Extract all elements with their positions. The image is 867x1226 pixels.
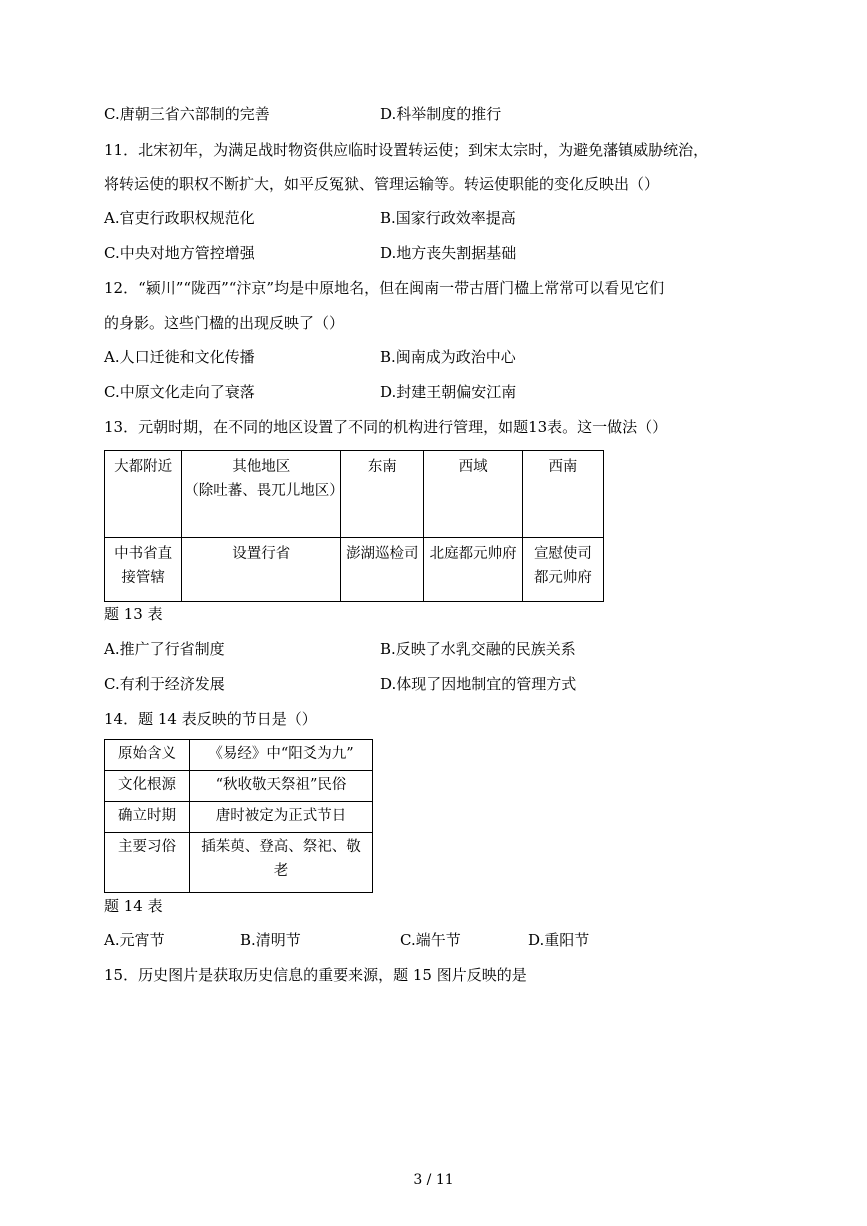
q14-option-c: C.端午节 xyxy=(400,931,461,949)
q13-option-b: B.反映了水乳交融的民族关系 xyxy=(380,640,576,658)
q14-value-meaning: 《易经》中“阳爻为九” xyxy=(190,740,373,771)
q13-header-other-line1: 其他地区 xyxy=(232,459,291,475)
q13-table-caption: 题 13 表 xyxy=(104,605,163,623)
q14-value-customs-line1: 插茱萸、登高、祭祀、敬 xyxy=(201,839,361,855)
q13-stem: 13．元朝时期，在不同的地区设置了不同的机构进行管理，如题13表。这一做法（） xyxy=(104,418,668,436)
q12-stem-line2: 的身影。这些门楹的出现反映了（） xyxy=(104,314,345,332)
q13-cell-zhongshu-line2: 接管辖 xyxy=(121,570,165,586)
q13-option-a: A.推广了行省制度 xyxy=(104,640,225,658)
q14-key-meaning: 原始含义 xyxy=(105,740,190,771)
q13-header-xiyu: 西域 xyxy=(424,451,523,538)
q13-header-southwest: 西南 xyxy=(522,451,603,538)
q12-option-b: B.闽南成为政治中心 xyxy=(380,348,516,366)
q14-key-customs: 主要习俗 xyxy=(105,833,190,893)
q13-cell-beiting: 北庭都元帅府 xyxy=(424,538,523,602)
q14-option-a: A.元宵节 xyxy=(104,931,165,949)
q13-option-d: D.体现了因地制宜的管理方式 xyxy=(380,675,577,693)
q11-option-b: B.国家行政效率提高 xyxy=(380,209,516,227)
q12-option-d: D.封建王朝偏安江南 xyxy=(380,383,517,401)
q13-cell-xuanwei-line1: 宣慰使司 xyxy=(533,546,592,562)
page-number: 3 / 11 xyxy=(413,1172,454,1188)
q13-header-other-line2: （除吐蕃、畏兀儿地区） xyxy=(184,483,344,499)
q14-option-d: D.重阳节 xyxy=(528,931,590,949)
q13-header-southeast: 东南 xyxy=(341,451,424,538)
q12-stem-line1: 12．“颍川”“陇西”“汴京”均是中原地名，但在闽南一带古厝门楹上常常可以看见它们 xyxy=(104,279,665,297)
q14-stem: 14．题 14 表反映的节日是（） xyxy=(104,710,317,728)
q11-stem-line2: 将转运使的职权不断扩大，如平反冤狱、管理运输等。转运使职能的变化反映出（） xyxy=(104,175,660,193)
q10-option-d: D.科举制度的推行 xyxy=(380,105,502,123)
q14-value-period: 唐时被定为正式节日 xyxy=(190,802,373,833)
q13-option-c: C.有利于经济发展 xyxy=(104,675,225,693)
q13-header-dadu: 大都附近 xyxy=(105,451,182,538)
q14-key-root: 文化根源 xyxy=(105,771,190,802)
q13-cell-xingsheng: 设置行省 xyxy=(182,538,341,602)
q14-table xyxy=(104,739,373,893)
q13-cell-penghu: 澎湖巡检司 xyxy=(341,538,424,602)
q14-value-root: “秋收敬天祭祖”民俗 xyxy=(190,771,373,802)
q13-cell-zhongshu-line1: 中书省直 xyxy=(114,546,173,562)
q14-value-customs xyxy=(190,833,373,893)
q11-option-d: D.地方丧失割据基础 xyxy=(380,244,517,262)
q14-key-period: 确立时期 xyxy=(105,802,190,833)
q14-option-b: B.清明节 xyxy=(240,931,301,949)
q13-cell-xuanwei-line2: 都元帅府 xyxy=(533,570,592,586)
q12-option-a: A.人口迁徙和文化传播 xyxy=(104,348,255,366)
q13-header-other xyxy=(182,451,344,538)
q11-option-a: A.官吏行政职权规范化 xyxy=(104,209,255,227)
q13-cell-xuanwei xyxy=(522,538,603,602)
q11-option-c: C.中央对地方管控增强 xyxy=(104,244,255,262)
q14-value-customs-line2: 老 xyxy=(273,863,289,879)
q14-table-caption: 题 14 表 xyxy=(104,897,163,915)
q13-table xyxy=(104,450,604,602)
q11-stem-line1: 11．北宋初年，为满足战时物资供应临时设置转运使；到宋太宗时，为避免藩镇威胁统治， xyxy=(104,141,709,159)
q12-option-c: C.中原文化走向了衰落 xyxy=(104,383,255,401)
q15-stem: 15．历史图片是获取历史信息的重要来源，题 15 图片反映的是 xyxy=(104,966,527,984)
q13-cell-zhongshu xyxy=(105,538,182,602)
q10-option-c: C.唐朝三省六部制的完善 xyxy=(104,105,270,123)
